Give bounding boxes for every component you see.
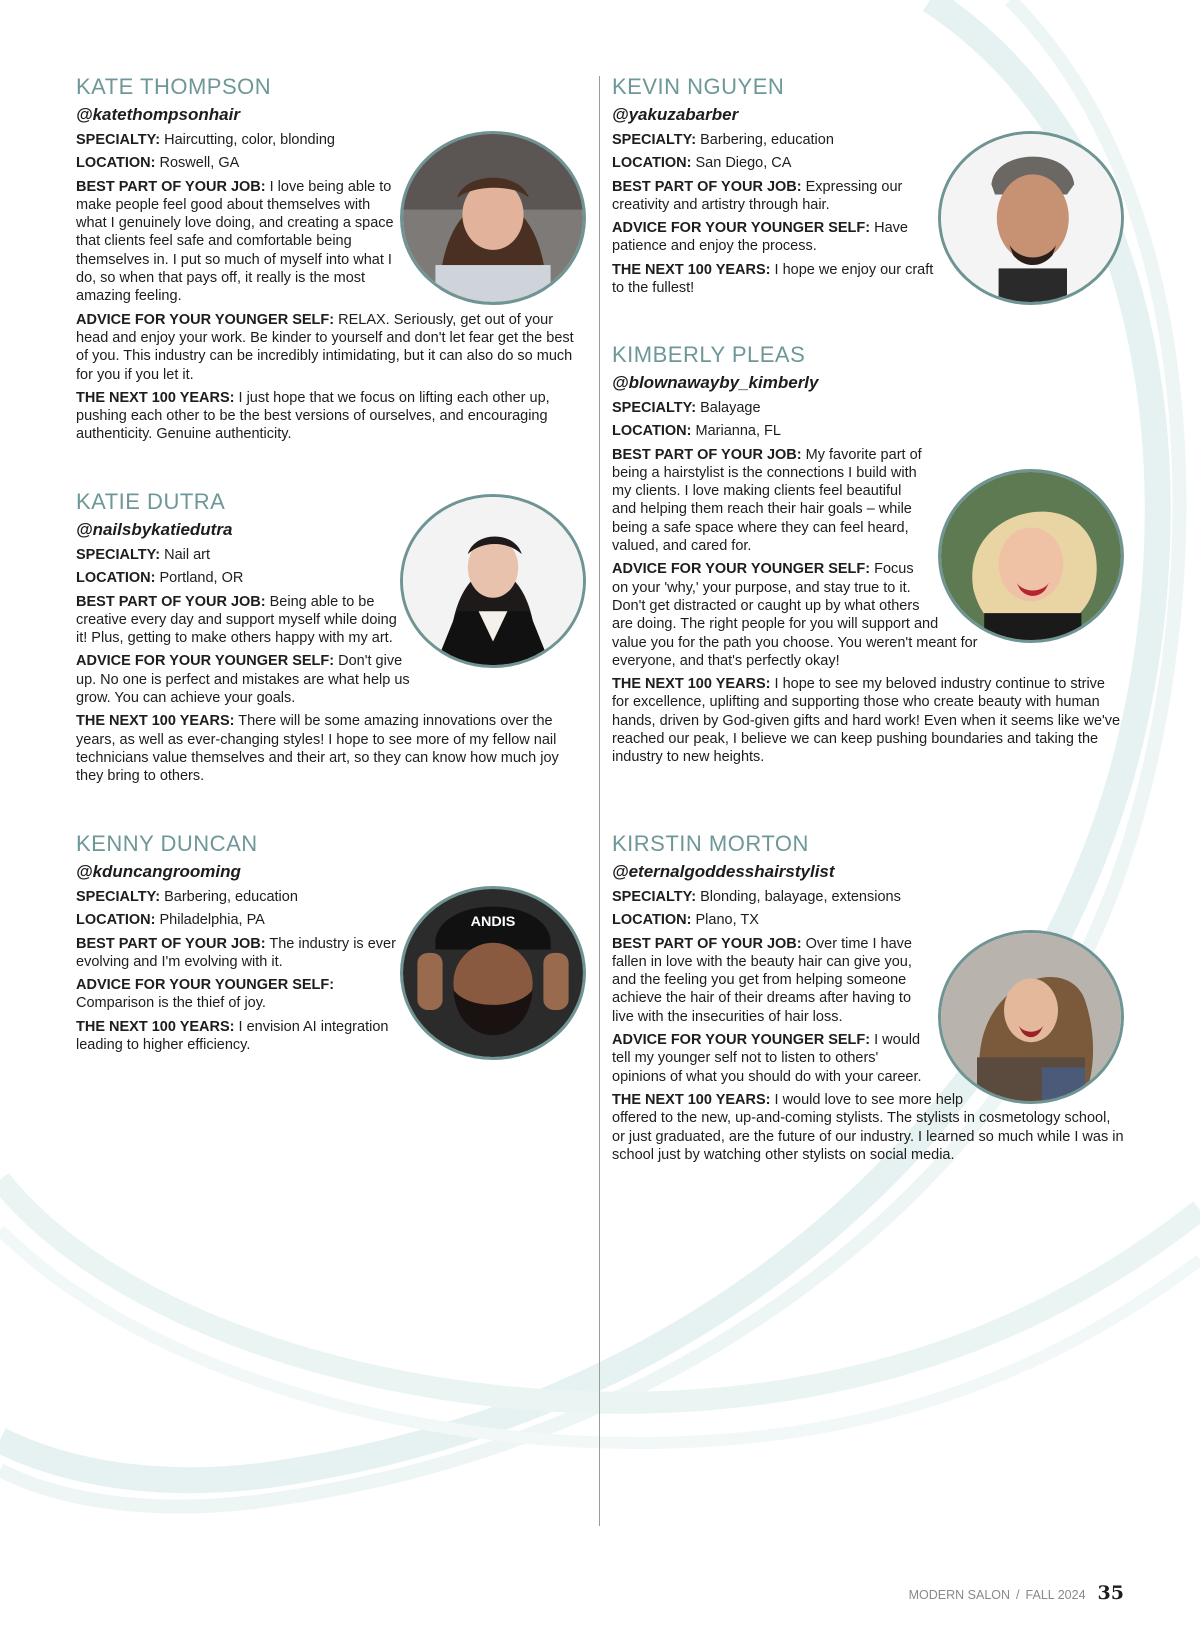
- best-part-text: My favorite part of being a hairstylist is the connections I build with my clients. I love making clients feel beautiful and helping them reach their hair goals – while being a safe space where they can feel heard, valued, and cared for.: [612, 446, 922, 555]
- profile-photo: [938, 469, 1124, 643]
- location-value: San Diego, CA: [695, 155, 792, 172]
- specialty-value: Haircutting, color, blonding: [164, 132, 335, 148]
- advice-label: ADVICE FOR YOUR YOUNGER SELF:: [76, 653, 335, 670]
- specialty-value: Nail art: [164, 547, 211, 563]
- profile-handle: @eternalgoddesshairstylist: [612, 862, 835, 881]
- location-label: LOCATION:: [612, 912, 692, 929]
- advice-label: ADVICE FOR YOUR YOUNGER SELF:: [76, 311, 335, 328]
- best-part-label: BEST PART OF YOUR JOB:: [76, 935, 266, 952]
- specialty-value: Blonding, balayage, extensions: [700, 889, 901, 905]
- advice-text: Have patience and enjoy the process.: [612, 220, 908, 255]
- specialty-label: SPECIALTY:: [76, 547, 161, 563]
- profile-kirstin-morton: [612, 831, 1124, 1169]
- page-footer: [909, 1582, 1124, 1604]
- specialty-label: SPECIALTY:: [76, 889, 161, 905]
- profile-photo: [938, 930, 1124, 1104]
- advice-label: ADVICE FOR YOUR YOUNGER SELF:: [612, 561, 871, 578]
- profile-photo: [400, 494, 586, 668]
- profile-photo: [400, 131, 586, 305]
- profile-name: KIMBERLY PLEAS: [612, 342, 806, 367]
- location-label: LOCATION:: [76, 570, 156, 587]
- best-part-label: BEST PART OF YOUR JOB:: [612, 178, 802, 195]
- best-part-label: BEST PART OF YOUR JOB:: [612, 446, 802, 463]
- profile-handle: @kduncangrooming: [76, 862, 241, 881]
- location-value: Roswell, GA: [159, 155, 240, 172]
- advice-text: Comparison is the thief of joy.: [76, 995, 266, 1012]
- next-100-years-label: THE NEXT 100 YEARS:: [612, 676, 771, 693]
- advice-text: Don't give up. No one is perfect and mistakes are what help us grow. You can achieve your goals.: [76, 653, 410, 707]
- profile-handle: @blownawayby_kimberly: [612, 373, 819, 392]
- location-value: Plano, TX: [695, 912, 759, 929]
- advice-text: I would tell my younger self not to listen to others' opinions of what you should do with your career.: [612, 1032, 922, 1085]
- profile-handle: @katethompsonhair: [76, 105, 240, 124]
- specialty-value: Balayage: [700, 400, 761, 416]
- specialty-label: SPECIALTY:: [76, 132, 161, 148]
- magazine-name: MODERN SALON: [908, 1588, 1011, 1602]
- best-part-text: I love being able to make people feel good about themselves with what I genuinely love doing, and creating a space that clients feel safe and comfortable being themselves in. I put so much of myself into what I do, so when that pays off, it really is the most amazing feeling.: [76, 178, 394, 305]
- location-value: Portland, OR: [159, 570, 244, 587]
- specialty-label: SPECIALTY:: [612, 889, 697, 905]
- next-100-years-text: I envision AI integration leading to higher efficiency.: [76, 1018, 389, 1054]
- next-100-years-text: I hope to see my beloved industry continue to strive for excellence, uplifting and supporting those who create beauty with human hands, driven by God-given gifts and hard work! Even when it seems like we've reached our peak, I believe we can keep pushing boundaries and taking the industry to new heights.: [612, 676, 1121, 766]
- profile-photo: [400, 886, 586, 1060]
- advice-text: RELAX. Seriously, get out of your head and enjoy your work. Be kinder to yourself and don't let fear get the best of you. This industry can be incredibly intimidating, but it can also do so much for you if you let it.: [76, 311, 574, 383]
- profile-name: KATIE DUTRA: [76, 489, 226, 514]
- best-part-label: BEST PART OF YOUR JOB:: [76, 178, 266, 195]
- location-label: LOCATION:: [612, 155, 692, 172]
- next-100-years-label: THE NEXT 100 YEARS:: [612, 261, 771, 278]
- next-100-years-label: THE NEXT 100 YEARS:: [612, 1091, 771, 1108]
- advice-label: ADVICE FOR YOUR YOUNGER SELF:: [612, 220, 871, 237]
- location-label: LOCATION:: [76, 912, 156, 929]
- best-part-text: Over time I have fallen in love with the beauty hair can give you, and the feeling you get from helping someone achieve the hair of their dreams after having to live with the insecurities of hair loss.: [612, 935, 912, 1025]
- next-100-years-text: There will be some amazing innovations over the years, as well as ever-changing styles! I hope to see more of my fellow nail technicians value themselves and their art, so they can know how much joy they bring to others.: [76, 713, 559, 785]
- profile-katie-dutra: [76, 489, 586, 791]
- next-100-years-text: I just hope that we focus on lifting each other up, pushing each other to be the best versions of ourselves, and encouraging authenticity. Genuine authenticity.: [76, 389, 550, 443]
- cap-logo-text: ANDIS: [470, 913, 516, 929]
- profile-kimberly-pleas: [612, 342, 1124, 772]
- best-part-text: The industry is ever evolving and I'm evolving with it.: [76, 935, 396, 970]
- specialty-label: SPECIALTY:: [612, 132, 697, 148]
- page-number: 35: [1097, 1582, 1124, 1604]
- best-part-label: BEST PART OF YOUR JOB:: [76, 593, 266, 610]
- profile-kenny-duncan: [76, 831, 586, 1064]
- profile-name: KIRSTIN MORTON: [612, 831, 809, 856]
- next-100-years-text: I would love to see more help offered to the new, up-and-coming stylists. The stylists in cosmetology school, or just graduated, are the future of our industry. I learned so much while I was in school just by watching other stylists on social media.: [612, 1091, 1124, 1163]
- next-100-years-text: I hope we enjoy our craft to the fullest!: [612, 261, 934, 297]
- next-100-years-label: THE NEXT 100 YEARS:: [76, 713, 235, 730]
- next-100-years-label: THE NEXT 100 YEARS:: [76, 389, 235, 406]
- profile-name: KATE THOMPSON: [76, 74, 272, 99]
- specialty-value: Barbering, education: [700, 132, 834, 148]
- best-part-text: Expressing our creativity and artistry through hair.: [612, 178, 903, 213]
- advice-text: Focus on your 'why,' your purpose, and stay true to it. Don't get distracted or caught up by what others are doing. The right people for you will support and value you for the path you choose. You weren't meant for everyone, and that's perfectly okay!: [612, 561, 978, 669]
- profile-name: KEVIN NGUYEN: [612, 74, 785, 99]
- profile-kate-thompson: [76, 74, 586, 449]
- profile-kevin-nguyen: [612, 74, 1124, 309]
- issue-date: FALL 2024: [1025, 1588, 1086, 1602]
- best-part-text: Being able to be creative every day and support myself while doing it! Plus, getting to make others happy with my art.: [76, 593, 397, 647]
- profile-handle: @yakuzabarber: [612, 105, 739, 124]
- location-value: Philadelphia, PA: [159, 912, 265, 929]
- next-100-years-label: THE NEXT 100 YEARS:: [76, 1018, 235, 1035]
- profile-photo: [938, 131, 1124, 305]
- location-value: Marianna, FL: [695, 423, 781, 440]
- footer-separator: /: [1016, 1588, 1020, 1602]
- column-divider: [599, 76, 600, 1526]
- location-label: LOCATION:: [612, 423, 692, 440]
- advice-label: ADVICE FOR YOUR YOUNGER SELF:: [612, 1032, 871, 1049]
- location-label: LOCATION:: [76, 155, 156, 172]
- profile-name: KENNY DUNCAN: [76, 831, 258, 856]
- advice-label: ADVICE FOR YOUR YOUNGER SELF:: [76, 977, 335, 994]
- specialty-label: SPECIALTY:: [612, 400, 697, 416]
- specialty-value: Barbering, education: [164, 889, 298, 905]
- profile-handle: @nailsbykatiedutra: [76, 520, 233, 539]
- best-part-label: BEST PART OF YOUR JOB:: [612, 935, 802, 952]
